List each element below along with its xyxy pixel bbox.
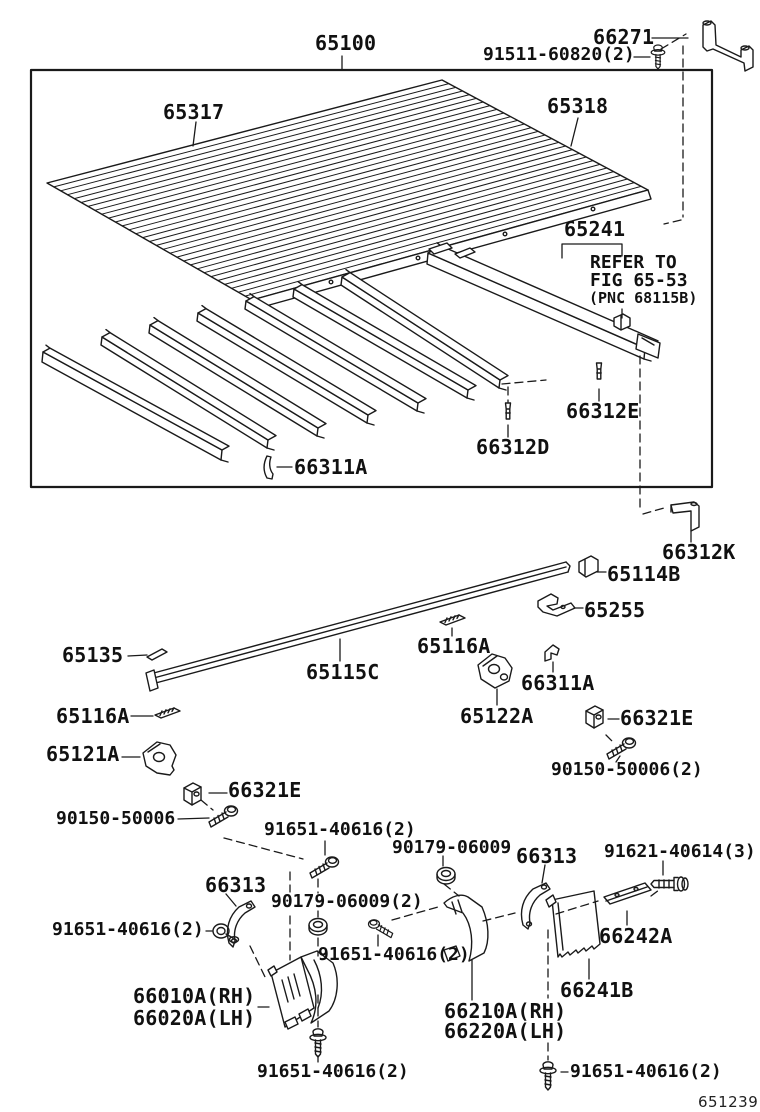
part-label-figure-number: 651239 — [698, 1093, 759, 1111]
block-66321E-left — [184, 783, 201, 805]
part-label-66271[interactable]: 66271 — [593, 25, 655, 49]
shim-65116A-right — [440, 615, 465, 625]
bracket-66313-right — [521, 883, 550, 929]
part-label-66311A-1[interactable]: 66311A — [294, 455, 368, 479]
part-label-65255[interactable]: 65255 — [584, 598, 646, 622]
part-label-refer-line1[interactable]: REFER TO — [590, 252, 677, 273]
part-label-65116A-left[interactable]: 65116A — [56, 704, 130, 728]
part-label-90179-1[interactable]: 90179-06009 — [392, 837, 512, 858]
part-label-refer-line3[interactable]: (PNC 68115B) — [589, 289, 698, 307]
pin-66312D-icon — [506, 403, 511, 419]
clip-66311A-2 — [545, 645, 559, 661]
part-label-91651-bottom-right[interactable]: 91651-40616(2) — [570, 1061, 722, 1082]
bolt-91651-mid-icon — [368, 920, 392, 938]
block-66321E-right — [586, 706, 603, 728]
part-label-65317[interactable]: 65317 — [163, 100, 225, 124]
part-label-91651-top[interactable]: 91651-40616(2) — [264, 819, 416, 840]
part-label-66313-left[interactable]: 66313 — [205, 873, 267, 897]
part-label-91621-40614[interactable]: 91621-40614(3) — [604, 841, 756, 862]
part-label-90150-50006-1[interactable]: 90150-50006 — [56, 808, 176, 829]
bracket-66313-left — [227, 901, 255, 947]
strip-65135 — [147, 649, 167, 660]
part-label-66242A[interactable]: 66242A — [599, 924, 673, 948]
part-label-90150-50006-2[interactable]: 90150-50006(2) — [551, 759, 703, 780]
part-label-66020A[interactable]: 66020A(LH) — [133, 1006, 256, 1030]
bracket-65121A — [143, 742, 176, 775]
clip-65114B — [579, 556, 598, 577]
elbow-66312K — [671, 502, 699, 531]
part-label-91651-mid[interactable]: 91651-40616(2) — [318, 944, 470, 965]
bolt-91621-icon — [651, 877, 688, 891]
shim-65116A-left — [155, 708, 180, 718]
clip-65255 — [538, 594, 575, 616]
part-label-66312E[interactable]: 66312E — [566, 399, 640, 423]
part-label-65122A[interactable]: 65122A — [460, 704, 534, 728]
screw-90150-left-icon — [209, 806, 238, 827]
part-label-66220A[interactable]: 66220A(LH) — [444, 1019, 567, 1043]
bed-crossmembers — [42, 243, 658, 462]
part-label-66311A-2[interactable]: 66311A — [521, 671, 595, 695]
part-label-66210A[interactable]: 66210A(RH) — [444, 999, 567, 1023]
part-label-66241B[interactable]: 66241B — [560, 978, 634, 1002]
part-label-66010A[interactable]: 66010A(RH) — [133, 984, 256, 1008]
bolt-91651-top-icon — [310, 857, 339, 878]
part-label-66313-right[interactable]: 66313 — [516, 844, 578, 868]
part-label-65116A-right[interactable]: 65116A — [417, 634, 491, 658]
part-label-65121A[interactable]: 65121A — [46, 742, 120, 766]
part-label-91651-bottom-left[interactable]: 91651-40616(2) — [257, 1061, 409, 1082]
part-label-65100[interactable]: 65100 — [315, 31, 377, 55]
part-label-65114B[interactable]: 65114B — [607, 562, 681, 586]
nut-90179-left-icon — [309, 919, 327, 936]
part-label-91651-left[interactable]: 91651-40616(2) — [52, 919, 204, 940]
part-label-65135[interactable]: 65135 — [62, 643, 124, 667]
part-label-refer-line2[interactable]: FIG 65-53 — [590, 270, 688, 291]
bracket-66271 — [703, 21, 753, 71]
bolt-91651-br-icon — [540, 1062, 556, 1090]
bracket-65122A — [478, 654, 512, 688]
part-label-66312D[interactable]: 66312D — [476, 435, 550, 459]
part-label-66321E-right[interactable]: 66321E — [620, 706, 694, 730]
part-label-66321E-left[interactable]: 66321E — [228, 778, 302, 802]
plate-66242A — [604, 883, 651, 904]
hook-66311A-1 — [264, 456, 273, 479]
part-label-65241[interactable]: 65241 — [564, 217, 626, 241]
part-label-91511-60820[interactable]: 91511-60820(2) — [483, 44, 635, 65]
part-label-90179-2[interactable]: 90179-06009(2) — [271, 891, 423, 912]
part-label-65115C[interactable]: 65115C — [306, 660, 380, 684]
bolt-91651-bl-icon — [310, 1029, 326, 1057]
mudflap-66241B — [546, 891, 600, 957]
part-label-66312K[interactable]: 66312K — [662, 540, 736, 564]
nut-90179-right-icon — [437, 868, 455, 885]
pin-66312E-icon — [597, 363, 602, 379]
part-label-65318[interactable]: 65318 — [547, 94, 609, 118]
